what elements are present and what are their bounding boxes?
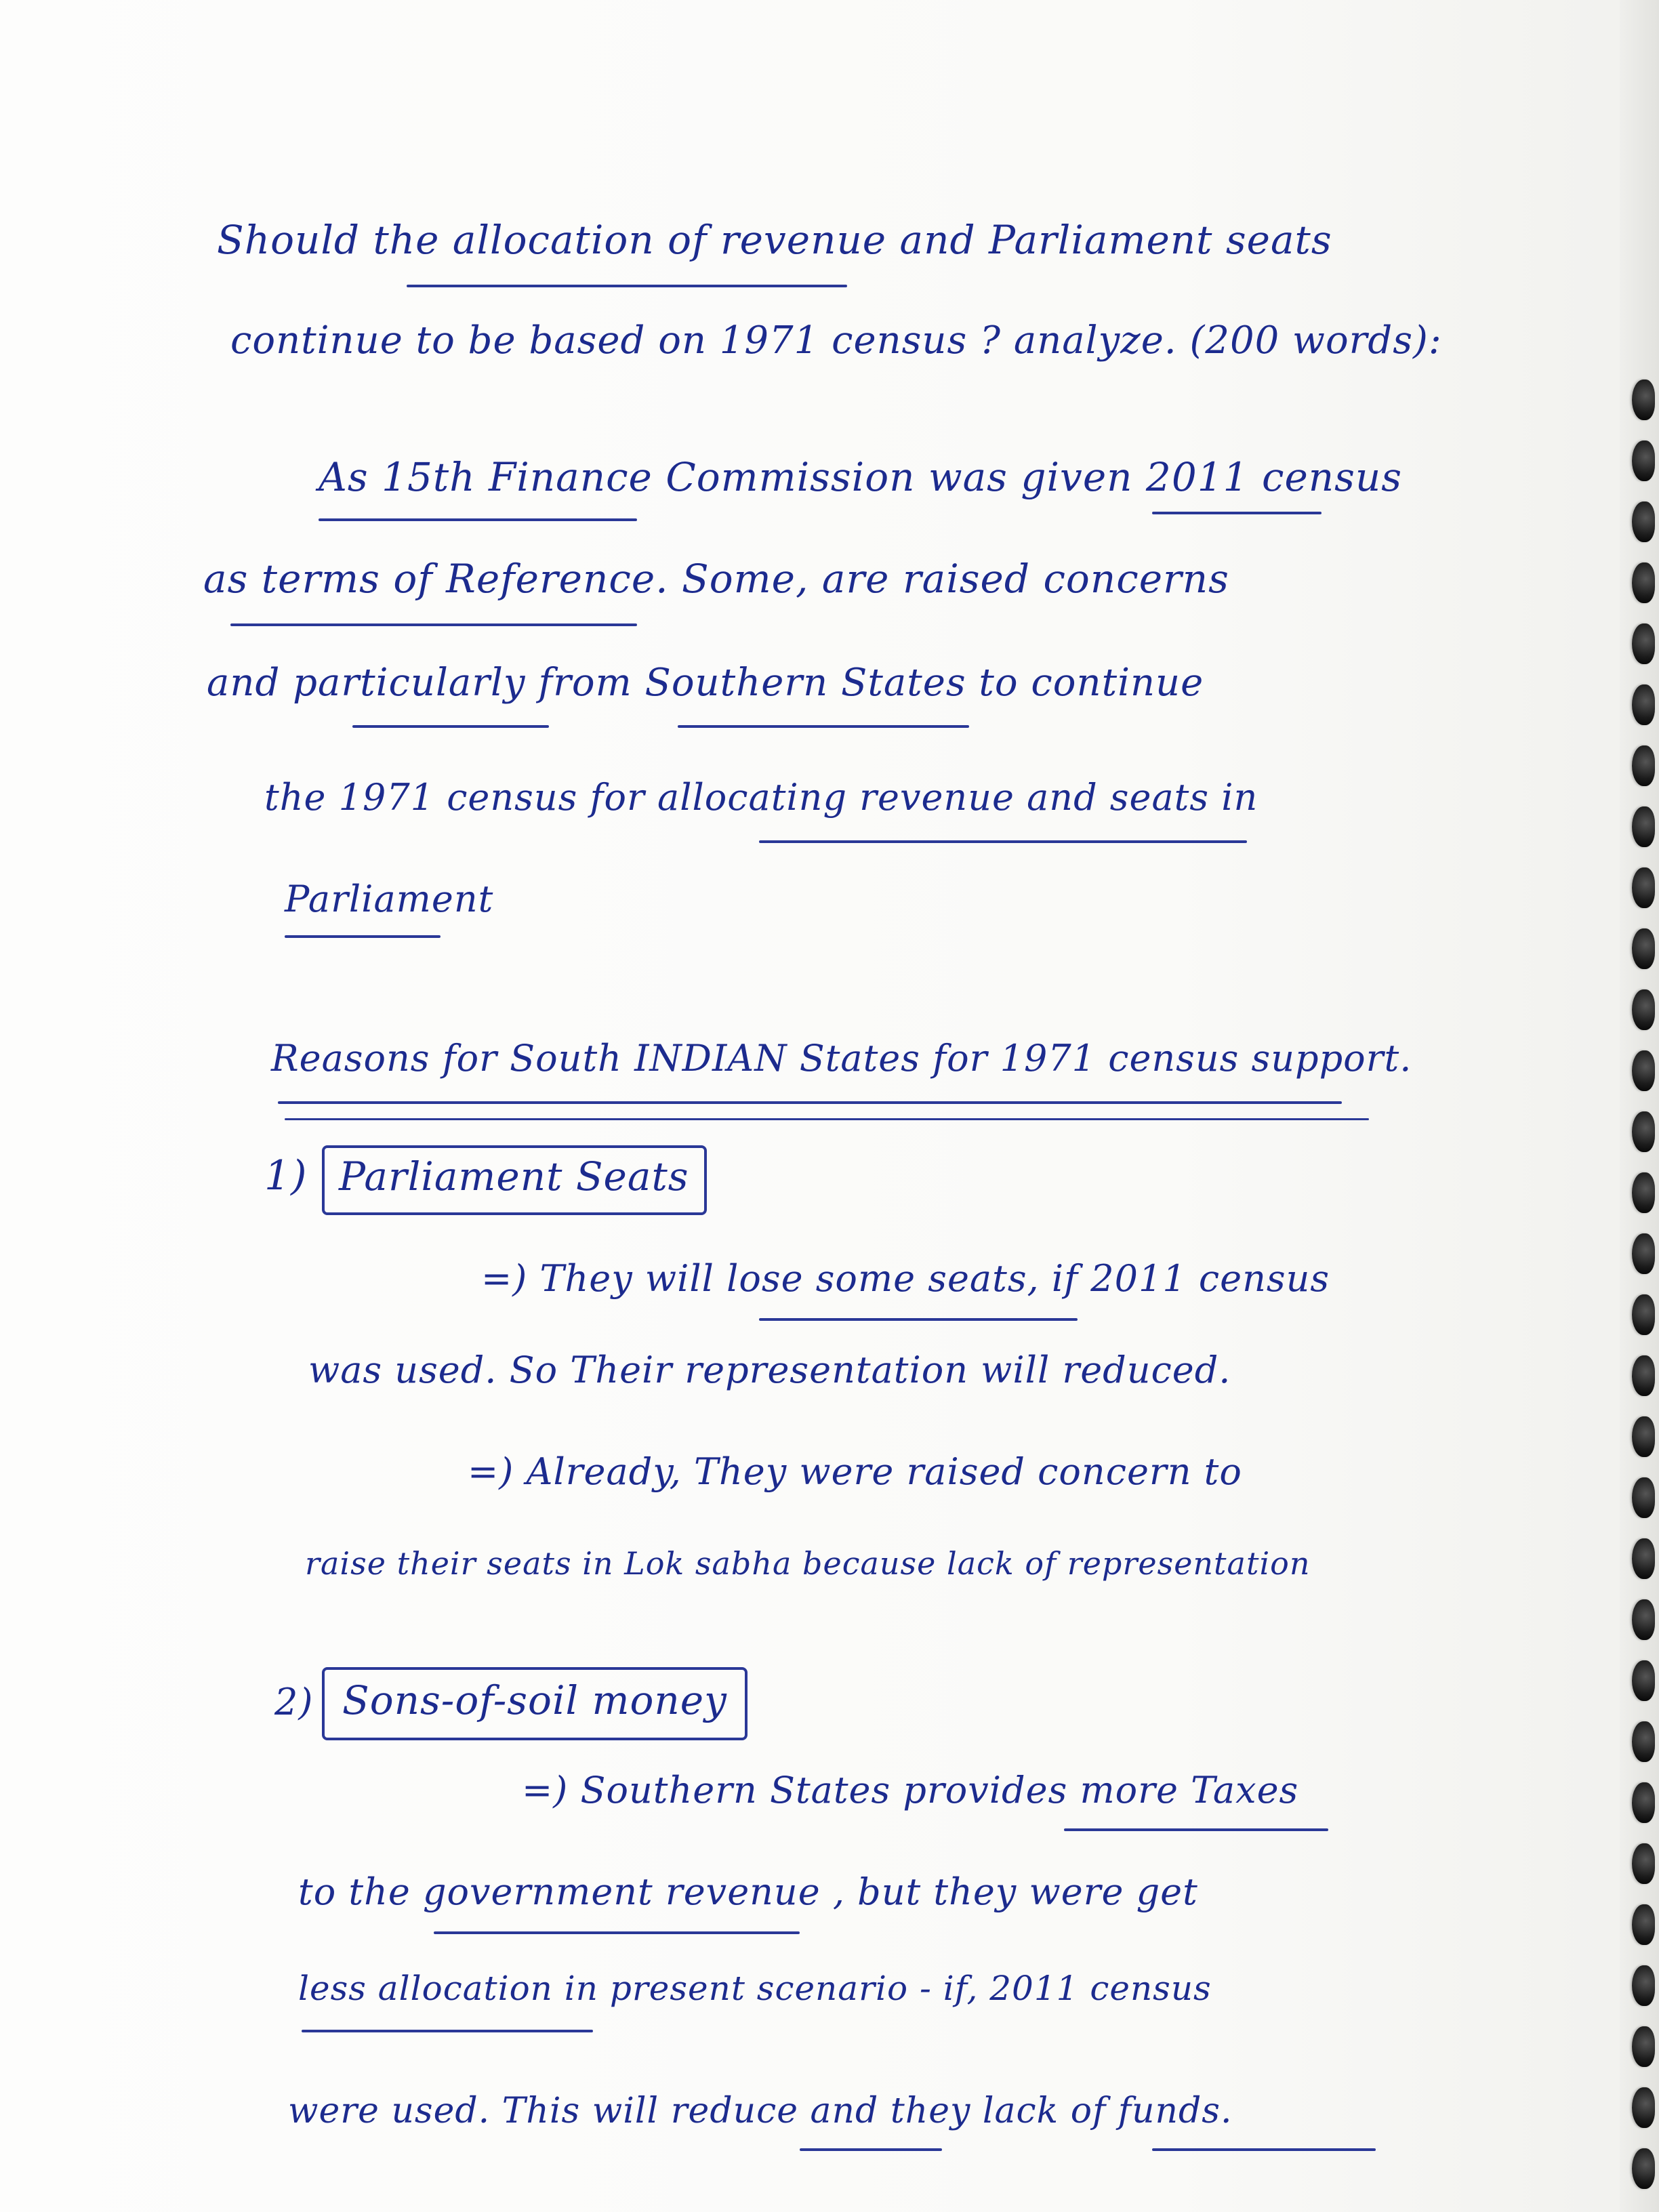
spiral-ring	[1632, 2148, 1655, 2189]
spiral-ring	[1632, 501, 1655, 542]
spiral-ring	[1632, 928, 1655, 969]
spiral-ring	[1632, 1355, 1655, 1396]
spiral-ring	[1632, 1172, 1655, 1213]
point-1-title: Parliament Seats	[339, 1153, 689, 1200]
point-2-line-1: =) Southern States provides more Taxes	[522, 1769, 1299, 1811]
intro-line-5: Parliament	[285, 878, 494, 920]
heading-underline-2	[285, 1118, 1369, 1120]
spiral-ring	[1632, 1111, 1655, 1152]
point-1-underline-lose	[759, 1318, 1078, 1321]
spiral-ring	[1632, 1599, 1655, 1640]
point-2-underline-funds	[1152, 2148, 1376, 2151]
spiral-ring	[1632, 1477, 1655, 1518]
point-1-line-3: =) Already, They were raised concern to	[468, 1450, 1242, 1493]
spiral-ring	[1632, 745, 1655, 786]
section-heading: Reasons for South INDIAN States for 1971 census support.	[271, 1037, 1412, 1080]
spiral-ring	[1632, 1050, 1655, 1091]
spiral-ring	[1632, 1965, 1655, 2006]
point-1-line-1: =) They will lose some seats, if 2011 census	[481, 1257, 1330, 1300]
spiral-ring	[1632, 1782, 1655, 1823]
intro-underline-terms	[230, 623, 637, 626]
spiral-ring	[1632, 2087, 1655, 2128]
point-2-line-2: to the government revenue , but they were get	[298, 1870, 1198, 1913]
spiral-ring	[1632, 867, 1655, 908]
question-line-1: Should the allocation of revenue and Parliament seats	[217, 217, 1332, 263]
intro-line-3: and particularly from Southern States to continue	[207, 661, 1204, 705]
spiral-ring	[1632, 684, 1655, 725]
point-2-underline-revenue	[434, 1931, 800, 1934]
intro-underline-allocating	[759, 840, 1247, 843]
spiral-ring	[1632, 562, 1655, 603]
point-2-number: 2)	[274, 1681, 314, 1723]
heading-underline-1	[278, 1101, 1342, 1104]
spiral-ring	[1632, 1721, 1655, 1762]
spiral-ring	[1632, 989, 1655, 1030]
intro-underline-southern	[678, 725, 969, 728]
spiral-ring	[1632, 2026, 1655, 2067]
spiral-ring	[1632, 1843, 1655, 1884]
question-line-2: continue to be based on 1971 census ? analyze. (200 words):	[230, 319, 1442, 363]
point-2-underline-less	[302, 2030, 593, 2032]
spiral-ring	[1632, 806, 1655, 847]
point-2-line-3: less allocation in present scenario - if, 2011 census	[298, 1969, 1212, 2008]
intro-underline-parliament	[285, 935, 441, 938]
spiral-ring	[1632, 441, 1655, 481]
point-2-line-4: were used. This will reduce and they lack of funds.	[288, 2091, 1233, 2131]
spiral-ring	[1632, 623, 1655, 664]
spiral-ring	[1632, 1233, 1655, 1274]
question-underline	[407, 285, 847, 287]
point-1-line-2: was used. So Their representation will reduced.	[308, 1349, 1231, 1391]
point-2-title: Sons-of-soil money	[342, 1677, 727, 1723]
spiral-ring	[1632, 1416, 1655, 1457]
intro-underline-finance-commission	[319, 518, 637, 521]
spiral-ring	[1632, 1660, 1655, 1701]
point-1-number: 1)	[264, 1152, 308, 1200]
spiral-ring	[1632, 1904, 1655, 1945]
spiral-ring	[1632, 380, 1655, 420]
intro-line-4: the 1971 census for allocating revenue and seats in	[264, 776, 1258, 819]
spiral-ring	[1632, 1294, 1655, 1335]
intro-line-1: As 15th Finance Commission was given 2011 census	[319, 454, 1403, 500]
intro-underline-census	[1152, 512, 1322, 514]
point-2-underline-taxes	[1064, 1828, 1328, 1831]
intro-line-2: as terms of Reference. Some, are raised concerns	[203, 556, 1229, 602]
point-1-line-4: raise their seats in Lok sabha because lack of representation	[305, 1545, 1311, 1582]
intro-underline-particularly	[352, 725, 549, 728]
point-2-underline-reduce	[800, 2148, 942, 2151]
spiral-ring	[1632, 1538, 1655, 1579]
